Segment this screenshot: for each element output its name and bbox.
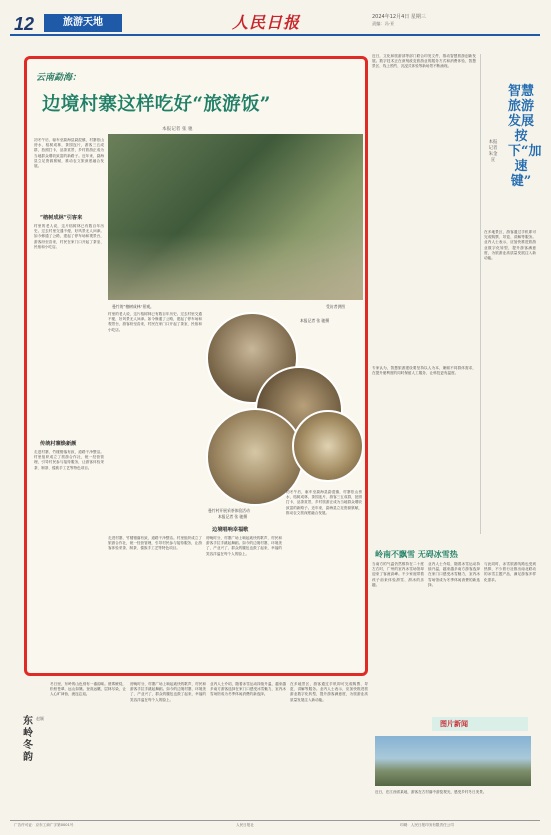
body-text-col1: 初冬午后，驱车至勐海县勐混镇，村寨依山傍水，榕树成林，茶园连片，游客三五成群，拍照打卡，品茶赏景，乡村旅游正成为当地群众增收致富的新路子。近年来，勐海县立足资源禀赋，推动农文旅深度融合发展。 [34,138,104,169]
footer-right: 印刷：人民日报印务有限责任公司 [400,823,454,827]
snow-text-b: 业内人士介绍，随着冰雪运动持续升温，越来越多南方游客选择在家门口感受冰雪魅力，室内冰雪场馆成为冬季休闲消费的新选择。 [428,562,480,587]
circle-caption-1: 本报记者 张 驰摄 [300,318,329,323]
body-text-col1b: 村里的老人说，这片榕树林已有数百年历史。过去村里交通不便，好风景无人问津。如今修通了公路，建起了停车场和观景台，游客纷至沓来，村民在家门口开起了茶室、民宿和小吃店。 [34,224,104,249]
footer-rule [10,820,540,821]
subhead-3: 边境唱响幸福歌 [212,527,249,533]
feature-headline: 边境村寨这样吃好“旅游饭” [42,94,271,115]
feature-kicker: 云南勐海： [36,73,82,83]
snow-text-c: 与此同时，冰雪旅游线路也受到热捧，不少旅行社推出南北联动的冰雪主题产品，满足游客多样化需求。 [484,562,536,582]
sidebar-divider [480,54,481,534]
snow-article-title: 岭南不飘雪 无碍冰雪热 [375,549,458,559]
page-number: 12 [14,14,35,34]
picture-news-photo [375,736,531,786]
section-banner: 旅游天地 [44,14,122,32]
newspaper-logo: 人民日报 [232,13,301,32]
photo-credit: 受访者供图 [326,304,345,309]
body-text-col2b: 走进村寨，竹楼错落有致，道路干净整洁。村里组织成立了旅游合作社，统一经营管理，引导村民参与接待服务，让游客体验采茶、制茶、傣族手工艺等特色项目。 [108,536,202,551]
snow-text-a: 当南方的气温仍然维持在二十度左右时，广州的室内冰雪场馆却迎来了客流高峰。不少家庭带着孩子前来体验滑雪、滑冰的乐趣。 [372,562,424,587]
essay-text-c: 业内人士介绍，随着冰雪运动持续升温，越来越多南方游客选择在家门口感受冰雪魅力，室内冰雪场馆成为冬季休闲消费的新选择。 [210,682,286,697]
footer-mid: 人民日报社 [236,823,254,827]
essay-author: 赵颖 [36,716,44,721]
photo-caption: 曼竹的“榕树成林”景观。 [112,304,154,309]
masthead-rule [10,34,540,36]
circle-caption-3: 本报记者 张 驰摄 [218,514,247,519]
picture-news-label: 图片新闻 [432,717,528,731]
coffee-pour-photo [292,410,364,482]
sidebar-text-a: 近日，文化和旅游部等部门联合印发文件，推动智慧旅游创新发展。数字技术正在深刻改变旅游业的服务方式和消费体验，智慧景区、线上预约、沉浸式体验等新场景不断涌现。 [372,54,476,69]
picture-news-caption: 近日，在江西省某地，游客在古村落中游览观光，感受乡村冬日美景。 [375,790,487,794]
subhead-1: “榕树成林”引客来 [40,215,83,221]
body-text-col2: 村里的老人说，这片榕树林已有数百年历史。过去村里交通不便，好风景无人问津。如今修通了公路，建起了停车场和观景台，游客纷至沓来，村民在家门口开起了茶室、民宿和小吃店。 [108,312,202,332]
body-text-col3: 傍晚时分，村寨广场上响起欢快的歌声，村民和游客手拉手跳起舞蹈。如今的边境村寨，环境美了，产业兴了，群众的腰包也鼓了起来，幸福的笑容洋溢在每个人的脸上。 [206,536,282,556]
subhead-2: 传统村寨焕新颜 [40,441,77,447]
sidebar-text-c: 专家认为，智慧旅游建设要坚持以人为本，兼顾不同群体需求，在提升便利度的同时保留人工服务，让科技更有温度。 [372,366,476,376]
essay-text-b: 傍晚时分，村寨广场上响起欢快的歌声，村民和游客手拉手跳起舞蹈。如今的边境村寨，环境美了，产业兴了，群众的腰包也鼓了起来，幸福的笑容洋溢在每个人的脸上。 [130,682,206,702]
sidebar-text-b: 在多地景区，游客通过手机即可完成购票、导览、讲解等服务。业内人士表示，应加快推进旅游业数字化转型，提升游客满意度，为旅游业高质量发展注入新动能。 [484,230,536,261]
essay-vertical-title: 东岭冬韵 [23,716,33,763]
footer-left: 广告许可证：京东工商广字第0001号 [14,823,74,827]
sidebar-vertical-title: 智慧旅游发展按下“加速键” [508,84,542,189]
circle-caption-2: 曼竹村开展采茶体验活动 [208,508,250,513]
body-text-col1c: 走进村寨，竹楼错落有致，道路干净整洁。村里组织成立了旅游合作社，统一经营管理，引导村民参与接待服务，让游客体验采茶、制茶、傣族手工艺等特色项目。 [34,450,104,470]
editor-line: 责编：冯·亚 [372,21,395,26]
feature-byline: 本报记者 张 驰 [162,127,193,132]
essay-text-d: 在多地景区，游客通过手机即可完成购票、导览、讲解等服务。业内人士表示，应加快推进旅游业数字化转型，提升游客满意度，为旅游业高质量发展注入新动能。 [290,682,368,702]
body-text-col4: 初冬午后，驱车至勐海县勐混镇，村寨依山傍水，榕树成林，茶园连片，游客三五成群，拍照打卡，品茶赏景，乡村旅游正成为当地群众增收致富的新路子。近年来，勐海县立足资源禀赋，推动农文旅深度融合发展。 [286,490,362,515]
sidebar-byline: 本报记者 朱金宣 [488,140,498,163]
date-line: 2024年12月4日 星期三 [372,14,426,20]
essay-text-a: 冬日里，东岭的山色别有一番韵味。晨雾缭绕，松柏苍翠，远山如黛。登高远眺，层林尽染，让人心旷神怡，流连忘返。 [50,682,126,697]
banyan-forest-photo [108,134,363,300]
